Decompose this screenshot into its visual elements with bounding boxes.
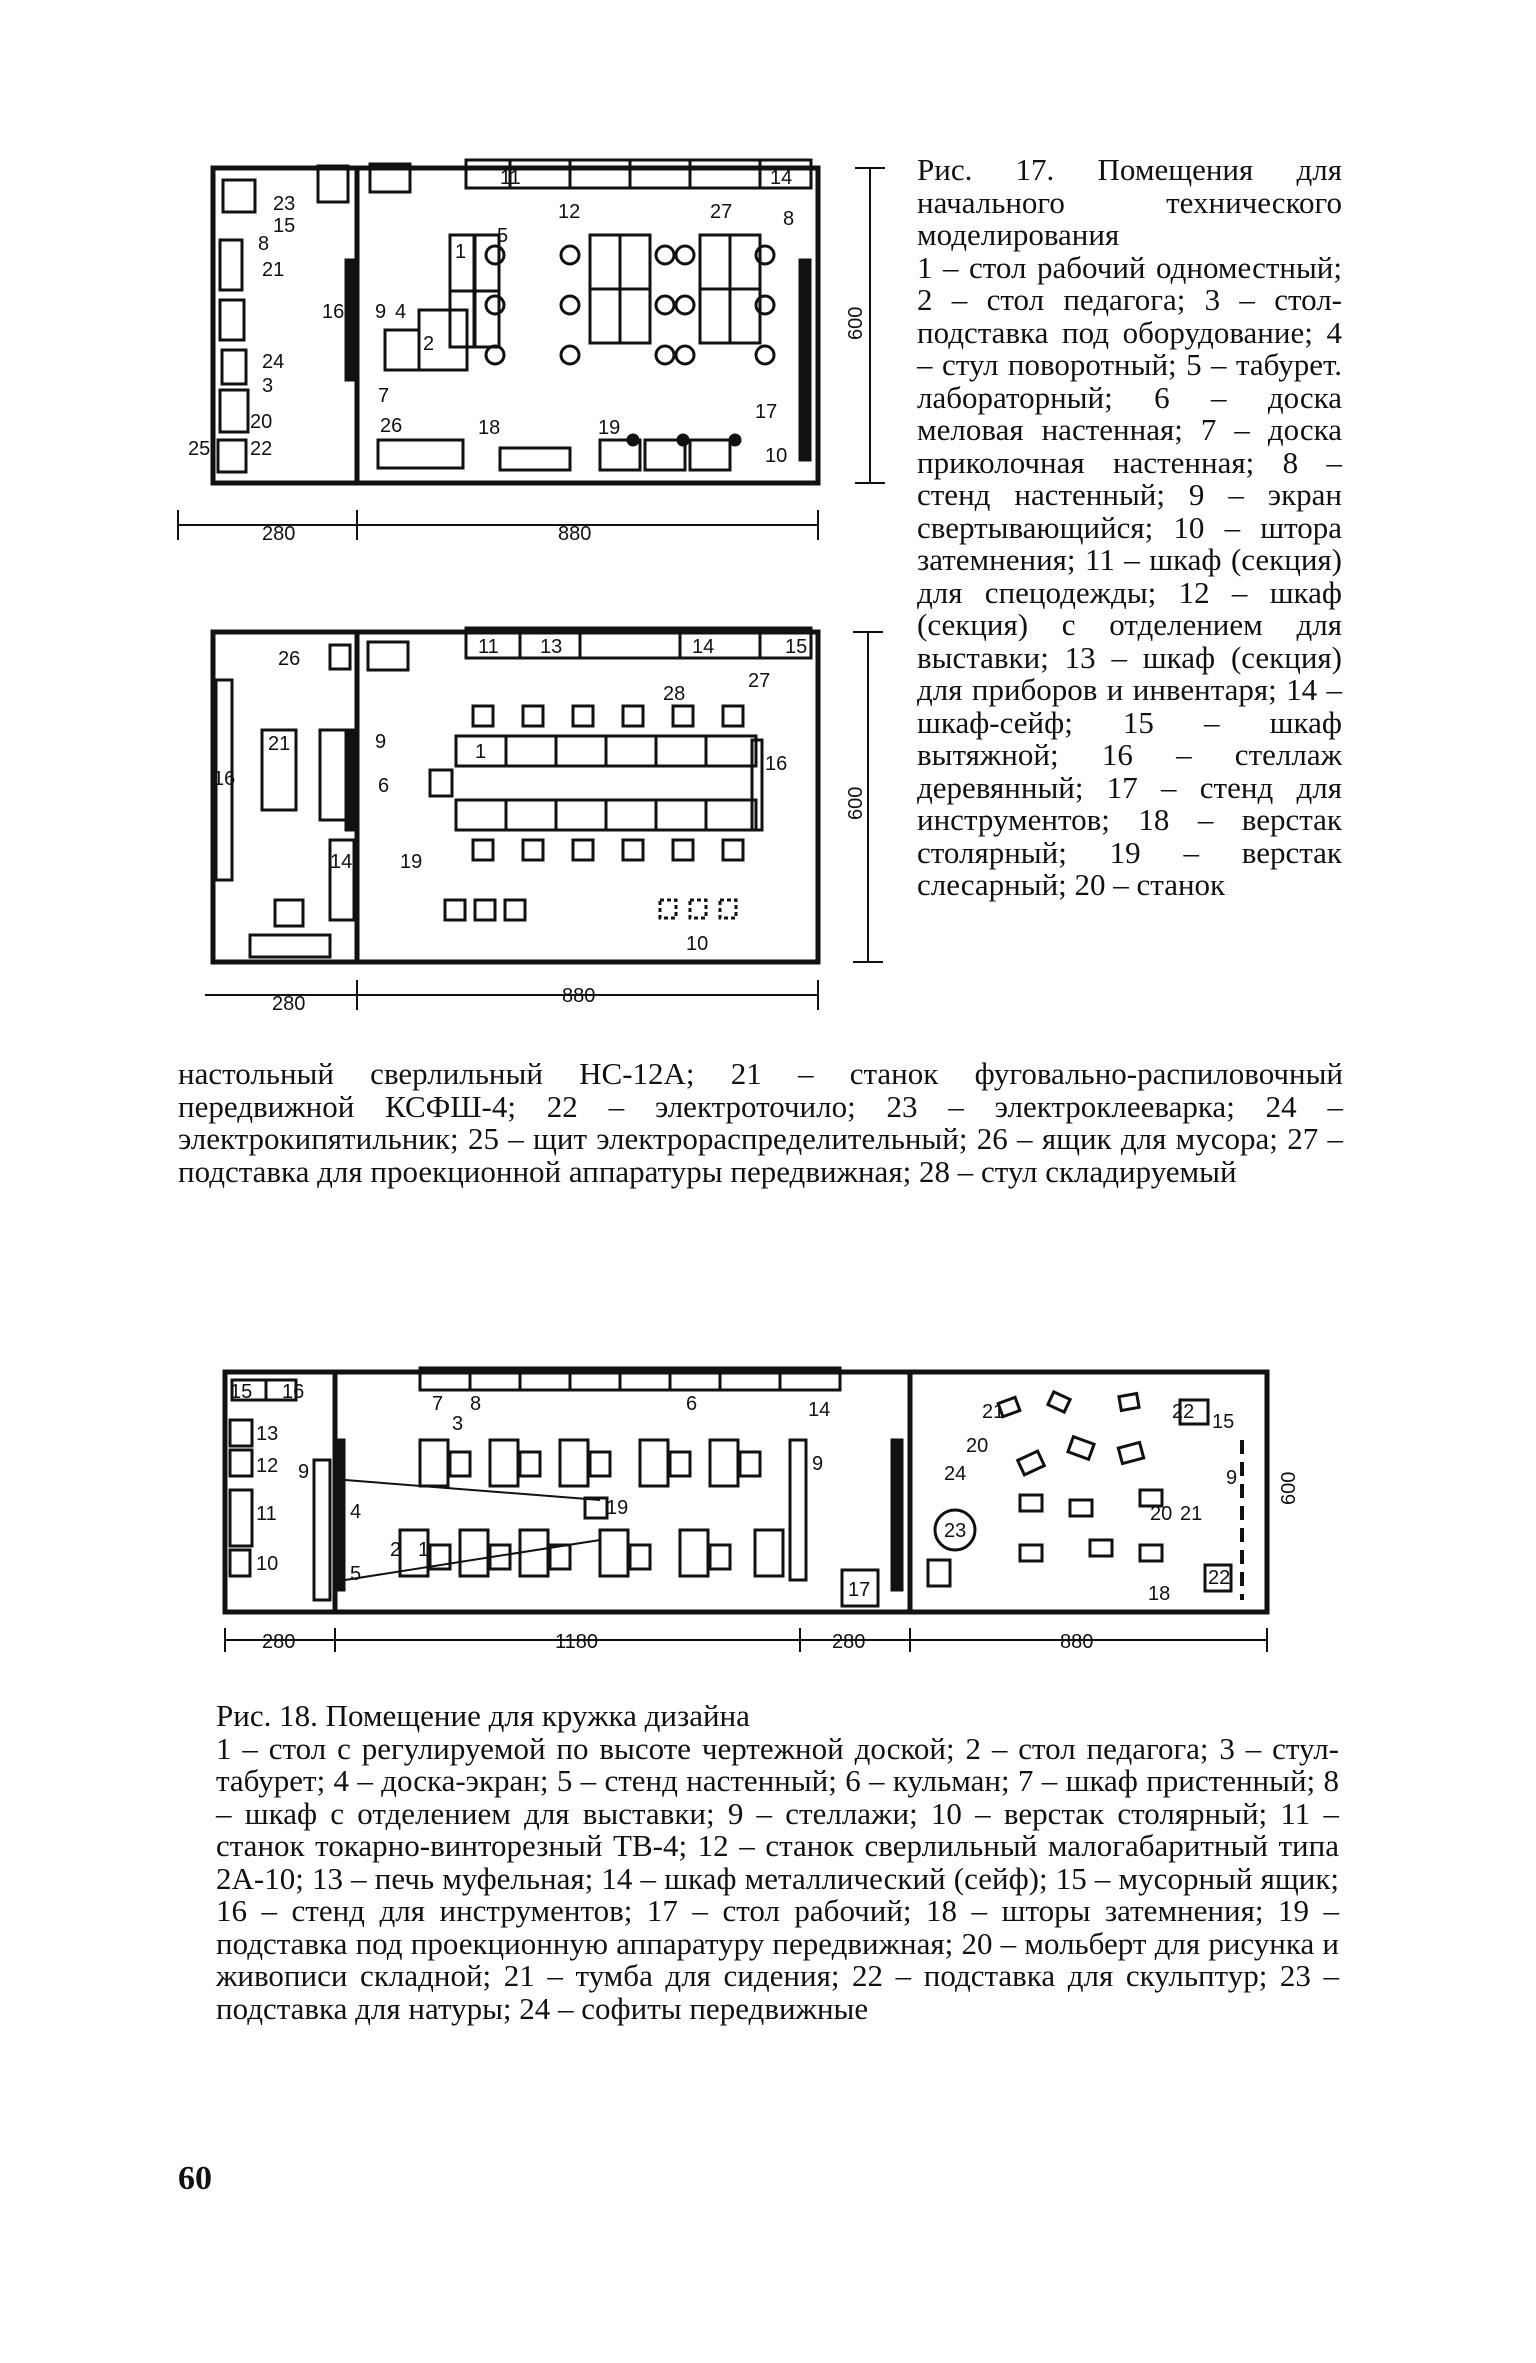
plan-b-label: 14 <box>692 636 715 658</box>
plan-a-label: 10 <box>765 445 788 467</box>
plan-b <box>205 628 883 1010</box>
plan-b-label: 28 <box>663 683 686 705</box>
plan-c-label: 19 <box>606 1497 629 1519</box>
plan-c-dim-2: 1180 <box>555 1631 599 1653</box>
plan-b-label: 21 <box>268 733 291 755</box>
plan-a-label: 18 <box>478 417 501 439</box>
fig17-title: Рис. 17. Помещения для начального технического моделирования <box>917 152 1342 252</box>
plan-c-label: 14 <box>808 1399 831 1421</box>
plan-a-label: 20 <box>250 411 273 433</box>
plan-b-dim-height: 600 <box>845 786 867 820</box>
plan-b-label: 19 <box>400 851 423 873</box>
plan-c-label: 16 <box>282 1381 305 1403</box>
plan-c-label: 12 <box>256 1455 279 1477</box>
plan-a-label: 26 <box>380 415 403 437</box>
plan-b-label: 1 <box>475 741 487 763</box>
plan-a-label: 21 <box>262 259 285 281</box>
plan-c-label: 21 <box>982 1401 1005 1423</box>
plan-c-label: 5 <box>350 1563 362 1585</box>
plan-c <box>225 1368 1267 1652</box>
plan-a-dim-left: 280 <box>262 523 296 545</box>
plan-a-label: 24 <box>262 351 285 373</box>
plan-a-label: 7 <box>378 385 390 407</box>
plan-c-label: 9 <box>1226 1467 1238 1489</box>
plan-a-label: 16 <box>322 301 345 323</box>
plan-a-label: 12 <box>558 201 581 223</box>
plan-b-label: 9 <box>375 731 387 753</box>
plan-a-label: 14 <box>770 167 793 189</box>
plan-c-label: 11 <box>256 1503 277 1525</box>
plan-c-label: 17 <box>848 1579 871 1601</box>
plan-c-label: 3 <box>452 1413 464 1435</box>
plan-c-label: 4 <box>350 1501 362 1523</box>
plan-c-label: 23 <box>944 1520 967 1542</box>
plan-c-label: 18 <box>1148 1583 1171 1605</box>
plan-c-label: 6 <box>686 1393 698 1415</box>
plan-c-label: 22 <box>1172 1401 1195 1423</box>
plan-a-label: 22 <box>250 438 273 460</box>
plan-a-label: 11 <box>500 167 521 189</box>
plan-c-label: 2 <box>390 1539 402 1561</box>
plan-b-dim-right: 880 <box>562 985 596 1007</box>
plan-a-label: 8 <box>783 208 795 230</box>
fig17-legend-continued: настольный сверлильный НС-12А; 21 – станок фуговально-распиловочный передвижной КСФШ-4; 22 – электроточило; 23 – электроклееварка; 24 – электрокипятильник; 25 – щит электрораспределительный; 26 – ящик для мусора; 27 – подставка для проекционной аппаратуры передвижная; 28 – стул складируемый <box>178 1056 1343 1189</box>
plan-a-label: 25 <box>188 438 211 460</box>
plan-c-label: 20 <box>966 1435 989 1457</box>
plan-c-label: 1 <box>418 1539 430 1561</box>
plan-a-label: 27 <box>710 201 733 223</box>
plan-b-label: 16 <box>765 753 788 775</box>
fig17-caption <box>917 154 1342 902</box>
page-number: 60 <box>178 2160 212 2197</box>
plan-a-dim-right: 880 <box>558 523 592 545</box>
plan-c-label: 9 <box>812 1453 824 1475</box>
plan-c-dim-3: 280 <box>832 1631 866 1653</box>
plan-b-label: 6 <box>378 775 390 797</box>
plan-a-label: 19 <box>598 417 621 439</box>
plan-a-label: 2 <box>423 333 435 355</box>
plan-a-dim-height: 600 <box>845 306 867 340</box>
plan-c-label: 24 <box>944 1463 967 1485</box>
plan-b-label: 27 <box>748 670 771 692</box>
plan-c-label: 7 <box>432 1393 444 1415</box>
plan-c-label: 8 <box>470 1393 482 1415</box>
fig18-caption <box>216 1700 1339 2025</box>
plan-a-label: 4 <box>395 301 407 323</box>
plan-b-label: 26 <box>278 648 301 670</box>
plan-c-dim-height: 600 <box>1278 1471 1300 1505</box>
plan-c-label: 15 <box>230 1381 253 1403</box>
plan-a-label: 15 <box>273 215 296 237</box>
plan-a-label: 8 <box>258 233 270 255</box>
plan-c-label: 15 <box>1212 1411 1235 1433</box>
plan-c-label: 21 <box>1180 1503 1203 1525</box>
plan-c-label: 20 <box>1150 1503 1173 1525</box>
plan-a-label: 1 <box>455 241 467 263</box>
fig18-legend: 1 – стол с регулируемой по высоте чертежной доской; 2 – стол педагога; 3 – стул-табурет; 4 – доска-экран; 5 – стенд настенный; 6 – кульман; 7 – шкаф пристенный; 8 – шкаф с отделением для выставки; 9 – стеллажи; 10 – верстак столярный; 11 – станок токарно-винторезный ТВ-4; 12 – станок сверлильный малогабаритный типа 2А-10; 13 – печь муфельная; 14 – шкаф металлический (сейф); 15 – мусорный ящик; 16 – стенд для инструментов; 17 – стол рабочий; 18 – шторы затемнения; 19 – подставка под проекционную аппаратуру передвижная; 20 – мольберт для рисунка и живописи складной; 21 – тумба для сидения; 22 – подставка для скульптур; 23 – подставка для натуры; 24 – софиты передвижные <box>216 1730 1339 2026</box>
plan-b-label: 15 <box>785 636 808 658</box>
plan-c-label: 22 <box>1208 1567 1231 1589</box>
plan-a-label: 3 <box>262 375 274 397</box>
plan-b-dim-left: 280 <box>272 993 306 1015</box>
plan-c-label: 9 <box>298 1461 310 1483</box>
plan-c-label: 10 <box>256 1553 279 1575</box>
plan-a-labels <box>188 167 867 545</box>
fig17-legend-part1: 1 – стол рабочий одноместный; 2 – стол педагога; 3 – стол-подставка под оборудование; 4 – стул поворотный; 5 – табурет. лабораторный; 6 – доска меловая настенная; 7 – доска приколочная настенная; 8 – стенд настенный; 9 – экран свертывающийся; 10 – штора затемнения; 11 – шкаф (секция) для спецодежды; 12 – шкаф (секция) с отделением для выставки; 13 – шкаф (секция) для приборов и инвентаря; 14 – шкаф-сейф; 15 – шкаф вытяжной; 16 – стеллаж деревянный; 17 – стенд для инструментов; 18 – верстак столярный; 19 – верстак слесарный; 20 – станок <box>917 249 1342 902</box>
plan-b-label: 10 <box>686 933 709 955</box>
plan-c-label: 13 <box>256 1423 279 1445</box>
plan-c-dim-1: 280 <box>262 1631 296 1653</box>
plan-a-label: 9 <box>375 301 387 323</box>
plan-a-label: 5 <box>497 225 509 247</box>
fig18-title: Рис. 18. Помещение для кружка дизайна <box>216 1698 750 1733</box>
plan-a-label: 23 <box>273 193 296 215</box>
plan-a-label: 17 <box>755 401 778 423</box>
plan-b-label: 16 <box>213 768 236 790</box>
plan-b-label: 13 <box>540 636 563 658</box>
plan-c-dim-4: 880 <box>1060 1631 1094 1653</box>
plan-b-label: 11 <box>478 636 499 658</box>
plan-b-label: 14 <box>330 851 353 873</box>
